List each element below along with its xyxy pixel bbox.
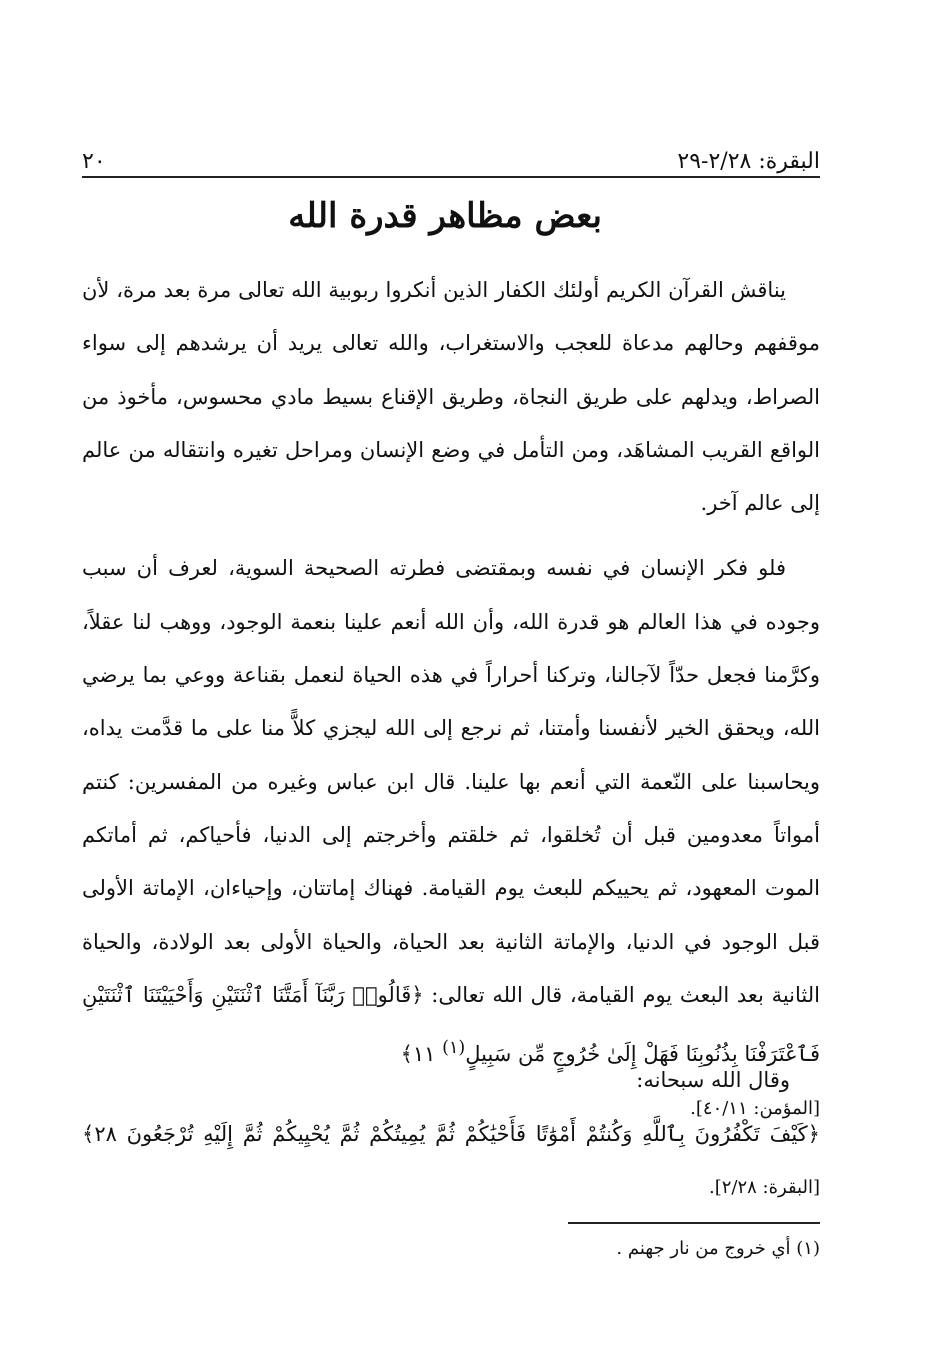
verse-reference: [المؤمن: ٤٠/١١]. <box>690 1098 820 1120</box>
quran-verse-2 <box>82 1108 820 1218</box>
paragraph: يناقش القرآن الكريم أولئك الكفار الذين أنكروا ربوبية الله تعالى مرة بعد مرة، لأن موقفهم وحالهم مدعاة للعجب والاستغراب، والله تعالى يريد أن يرشدهم إلى سواء الصراط، ويدلهم على طريق النجاة، وطريق الإقناع بسيط مادي محسوس، مأخوذ من الواقع القريب المشاهَد، ومن التأمل في وضع الإنسان ومراحل تغيره وانتقاله من عالم إلى عالم آخر. <box>82 278 820 516</box>
verse-intro: وقال الله سبحانه: <box>636 1068 790 1092</box>
quran-verse: ﴿قَالُوا۟ رَبَّنَآ أَمَتَّنَا ٱثْنَتَيْنِ وَأَحْيَيْتَنَا ٱثْنَتَيْنِ فَٱعْتَرَفْنَا بِذُنُوبِنَا فَهَلْ إِلَىٰ خُرُوجٍ مِّن سَبِيلٍ <box>82 982 820 1067</box>
verse-number: ١١﴾ <box>400 1042 436 1067</box>
header-divider <box>82 176 820 178</box>
page-number: ٢٠ <box>82 149 106 174</box>
verse-reference-2: [البقرة: ٢/٢٨]. <box>708 1177 820 1198</box>
surah-reference: البقرة: ٢/٢٨-٢٩ <box>677 149 820 174</box>
section-title: بعض مظاهر قدرة الله <box>288 196 602 236</box>
footnote-marker: (١) <box>442 1038 466 1059</box>
page-header <box>82 138 820 174</box>
footnote-divider <box>568 1222 820 1224</box>
footnote: (١) أي خروج من نار جهنم . <box>616 1238 820 1259</box>
paragraph-with-verse <box>82 542 820 1135</box>
main-text <box>82 264 820 1120</box>
paragraph-text: فلو فكر الإنسان في نفسه وبمقتضى فطرته الصحيحة السوية، لعرف أن سبب وجوده في هذا العالم هو قدرة الله، وأن الله أنعم علينا بنعمة الوجود، ووهب لنا عقلاً، وكرَّمنا فجعل حدّاً لآجالنا، وتركنا أحراراً في هذه الحياة لنعمل بقناعة ووعي بما يرضي الله، ويحقق الخير لأنفسنا وأمتنا، ثم نرجع إلى الله ليجزي كلاًّ منا على ما قدَّمت يداه، ويحاسبنا على النّعمة التي أنعم بها علينا. قال ابن عباس وغيره من المفسرين: كنتم أمواتاً معدومين قبل أن تُخلقوا، ثم خلقتم وأخرجتم إلى الدنيا، فأحياكم، ثم أماتكم الموت المعهود، ثم يحييكم للبعث يوم القيامة. فهناك إماتتان، وإحياءان، الإماتة الأولى قبل الوجود في الدنيا، والإماتة الثانية بعد الحياة، والحياة الأولى بعد الولادة، والحياة الثانية بعد البعث يوم القيامة، قال الله تعالى: <box>82 556 820 1007</box>
verse-text: ﴿كَيْفَ تَكْفُرُونَ بِٱللَّهِ وَكُنتُمْ أَمْوَٰتًا فَأَحْيَٰكُمْ ثُمَّ يُمِيتُكُمْ ثُمَّ يُحْيِيكُمْ ثُمَّ إِلَيْهِ تُرْجَعُونَ ٢٨﴾ <box>82 1122 820 1146</box>
